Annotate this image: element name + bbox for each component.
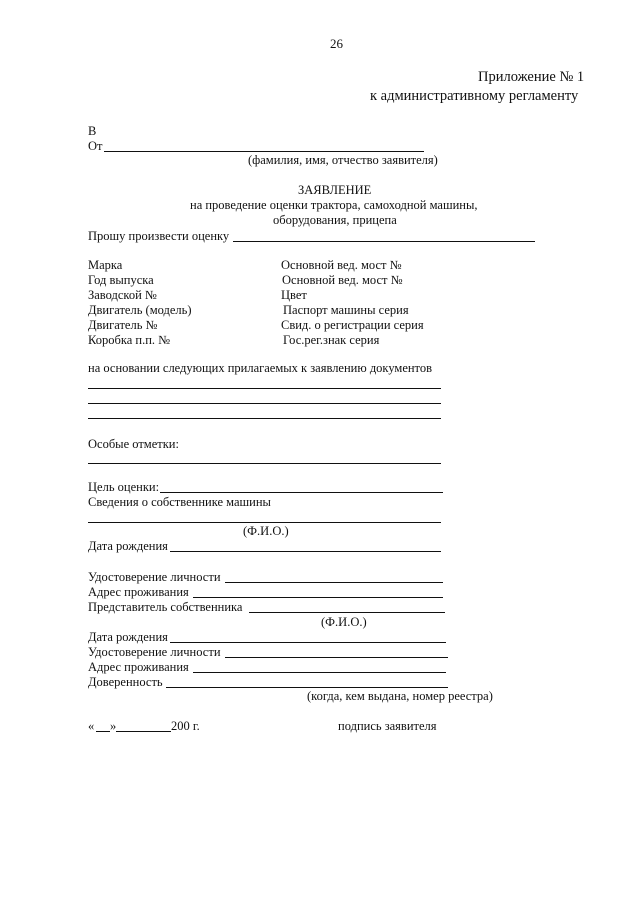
spec-axle-2: Основной вед. мост № <box>282 273 403 287</box>
signature-label: подпись заявителя <box>338 719 437 733</box>
date-open-quote: « <box>88 719 95 733</box>
annex-subtitle: к административному регламенту <box>370 88 579 104</box>
owner-id-label: Удостоверение личности <box>88 570 221 584</box>
spec-color: Цвет <box>281 288 307 302</box>
page-number: 26 <box>330 36 343 51</box>
owner-birth-date-line[interactable] <box>170 551 441 552</box>
representative-birth-date-label: Дата рождения <box>88 630 168 644</box>
spec-plate: Гос.рег.знак серия <box>283 333 380 347</box>
representative-label: Представитель собственника <box>88 600 243 614</box>
from-caption: (фамилия, имя, отчество заявителя) <box>248 153 438 167</box>
spec-serial: Заводской № <box>88 288 157 302</box>
documents-line-3[interactable] <box>88 418 441 419</box>
special-marks-label: Особые отметки: <box>88 437 179 451</box>
title-line-2: на проведение оценки трактора, самоходной машины, <box>190 198 478 212</box>
date-close-quote: » <box>110 719 117 733</box>
owner-address-label: Адрес проживания <box>88 585 189 599</box>
purpose-field-line[interactable] <box>160 492 443 493</box>
request-label: Прошу произвести оценку <box>88 229 230 243</box>
documents-line-2[interactable] <box>88 403 441 404</box>
owner-id-line[interactable] <box>225 582 443 583</box>
spec-year: Год выпуска <box>88 273 154 287</box>
spec-make: Марка <box>88 258 123 272</box>
from-field-line[interactable] <box>104 151 424 152</box>
documents-line-1[interactable] <box>88 388 441 389</box>
representative-birth-date-line[interactable] <box>170 642 446 643</box>
power-of-attorney-label: Доверенность <box>88 675 163 689</box>
purpose-label: Цель оценки: <box>88 480 160 494</box>
owner-address-line[interactable] <box>193 597 443 598</box>
representative-address-label: Адрес проживания <box>88 660 189 674</box>
title-line-3: оборудования, прицепа <box>273 213 397 227</box>
document-title: ЗАЯВЛЕНИЕ <box>298 183 372 197</box>
representative-address-line[interactable] <box>193 672 446 673</box>
representative-fio-caption: (Ф.И.О.) <box>321 615 367 629</box>
spec-gearbox-number: Коробка п.п. № <box>88 333 171 347</box>
date-month-line[interactable] <box>116 731 171 732</box>
spec-registration: Свид. о регистрации серия <box>281 318 424 332</box>
from-label: От <box>88 139 103 153</box>
special-marks-line[interactable] <box>88 463 441 464</box>
spec-engine-model: Двигатель (модель) <box>88 303 192 317</box>
spec-engine-number: Двигатель № <box>88 318 158 332</box>
representative-id-line[interactable] <box>225 657 448 658</box>
owner-fio-line[interactable] <box>88 522 441 523</box>
date-year: 200 г. <box>171 719 200 733</box>
power-of-attorney-caption: (когда, кем выдана, номер реестра) <box>307 689 493 703</box>
spec-passport: Паспорт машины серия <box>283 303 409 317</box>
request-field-line[interactable] <box>233 241 535 242</box>
representative-fio-line[interactable] <box>249 612 445 613</box>
date-day-line[interactable] <box>96 731 110 732</box>
power-of-attorney-line[interactable] <box>166 687 448 688</box>
owner-fio-caption: (Ф.И.О.) <box>243 524 289 538</box>
documents-label: на основании следующих прилагаемых к заявлению документов <box>88 361 433 375</box>
spec-axle-1: Основной вед. мост № <box>281 258 402 272</box>
owner-section-label: Сведения о собственнике машины <box>88 495 271 509</box>
representative-id-label: Удостоверение личности <box>88 645 221 659</box>
to-label: В <box>88 124 97 138</box>
owner-birth-date-label: Дата рождения <box>88 539 168 553</box>
annex-title: Приложение № 1 <box>478 69 585 85</box>
